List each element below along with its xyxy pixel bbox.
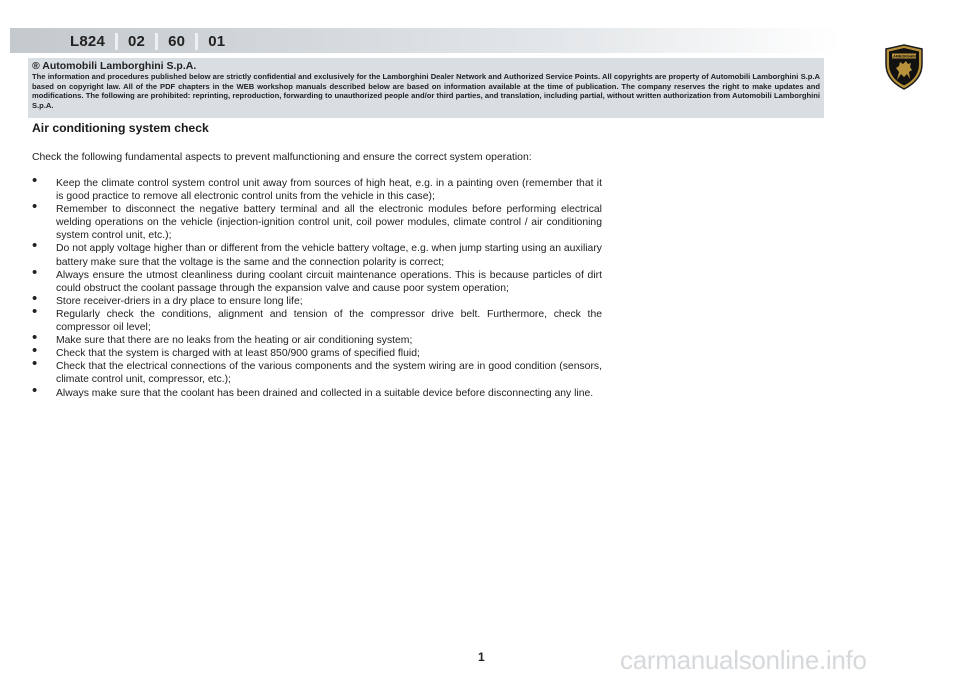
document-code <box>70 32 225 50</box>
bullet-icon: • <box>32 237 38 255</box>
checklist-item-text: Always ensure the utmost cleanliness during coolant circuit maintenance operations. This is because particles of dirt could obstruct the coolant passage through the expansion valve and cause poor system operation; <box>56 269 602 294</box>
checklist-item <box>32 237 602 268</box>
intro-paragraph: Check the following fundamental aspects to prevent malfunctioning and ensure the correct system operation: <box>32 152 532 163</box>
bullet-icon: • <box>32 302 38 320</box>
copyright-text: The information and procedures published below are strictly confidential and exclusively for the Lamborghini Dealer Network and Authorized Service Points. All copyrights are property of Automobili Lamborghini S.p.A based on copyright law. All of the PDF chapters in the WEB workshop manuals described below are based on information available at the time of publication. The company reserves the right to make updates and modifications. The following are prohibited: reprinting, reproduction, forwarding to unauthorized people and/or third parties, and translation, including partial, without written authorization from Automobili Lamborghini S.p.A. <box>32 72 820 110</box>
bullet-icon: • <box>32 329 38 347</box>
copyright-notice <box>28 58 824 118</box>
bullet-icon: • <box>32 263 38 281</box>
checklist-item <box>32 381 602 400</box>
checklist-item-text: Do not apply voltage higher than or different from the vehicle battery voltage, e.g. when jump starting using an auxiliary battery make sure that the voltage is the same and the connection polarity is correct; <box>56 243 602 268</box>
watermark: carmanualsonline.info <box>620 645 867 675</box>
checklist-item-text: Check that the electrical connections of the various components and the system wiring are in good condition (sensors, climate control unit, compressor, etc.); <box>56 361 602 386</box>
code-subgroup: 60 <box>168 32 186 50</box>
checklist-item <box>32 198 602 242</box>
checklist <box>32 172 602 400</box>
checklist-item <box>32 302 602 334</box>
page-number: 1 <box>478 650 485 664</box>
checklist-item <box>32 329 602 347</box>
checklist-item <box>32 172 602 203</box>
section-title: Air conditioning system check <box>32 121 209 135</box>
code-sheet: 01 <box>208 32 226 50</box>
bullet-icon: • <box>32 355 38 373</box>
code-separator <box>155 33 158 50</box>
checklist-item-text: Keep the climate control system control unit away from sources of high heat, e.g. in a painting oven (remember that it is good practice to remove all electronic control units from the vehicle in this case); <box>56 178 602 203</box>
code-group: 02 <box>128 32 146 50</box>
checklist-item-text: Store receiver-driers in a dry place to ensure long life; <box>56 295 303 307</box>
checklist-item <box>32 263 602 295</box>
logo-wordmark: LAMBORGHINI <box>891 54 917 59</box>
checklist-item <box>32 289 602 308</box>
bullet-icon: • <box>32 289 38 307</box>
checklist-item-text: Always make sure that the coolant has been drained and collected in a suitable device before disconnecting any line. <box>56 387 594 399</box>
lamborghini-shield-icon <box>883 44 925 90</box>
bullet-icon: • <box>32 381 38 399</box>
bullet-icon: • <box>32 342 38 360</box>
checklist-item-text: Regularly check the conditions, alignment and tension of the compressor drive belt. Furthermore, check the compressor oil level; <box>56 308 602 334</box>
main-content <box>32 121 602 400</box>
code-separator <box>115 33 118 50</box>
code-separator <box>195 33 198 50</box>
code-model: L824 <box>70 32 105 50</box>
bullet-icon: • <box>32 198 38 216</box>
checklist-item <box>32 355 602 386</box>
checklist-item <box>32 342 602 360</box>
checklist-item-text: Remember to disconnect the negative battery terminal and all the electronic modules before performing electrical welding operations on the vehicle (injection-ignition control unit, coil power modules, climate control / air conditioning system control unit, etc.); <box>56 204 602 242</box>
checklist-item-text: Make sure that there are no leaks from the heating or air conditioning system; <box>56 335 413 347</box>
checklist-item-text: Check that the system is charged with at least 850/900 grams of specified fluid; <box>56 348 420 360</box>
copyright-title: ® Automobili Lamborghini S.p.A. <box>32 60 197 72</box>
bullet-icon: • <box>32 172 38 189</box>
